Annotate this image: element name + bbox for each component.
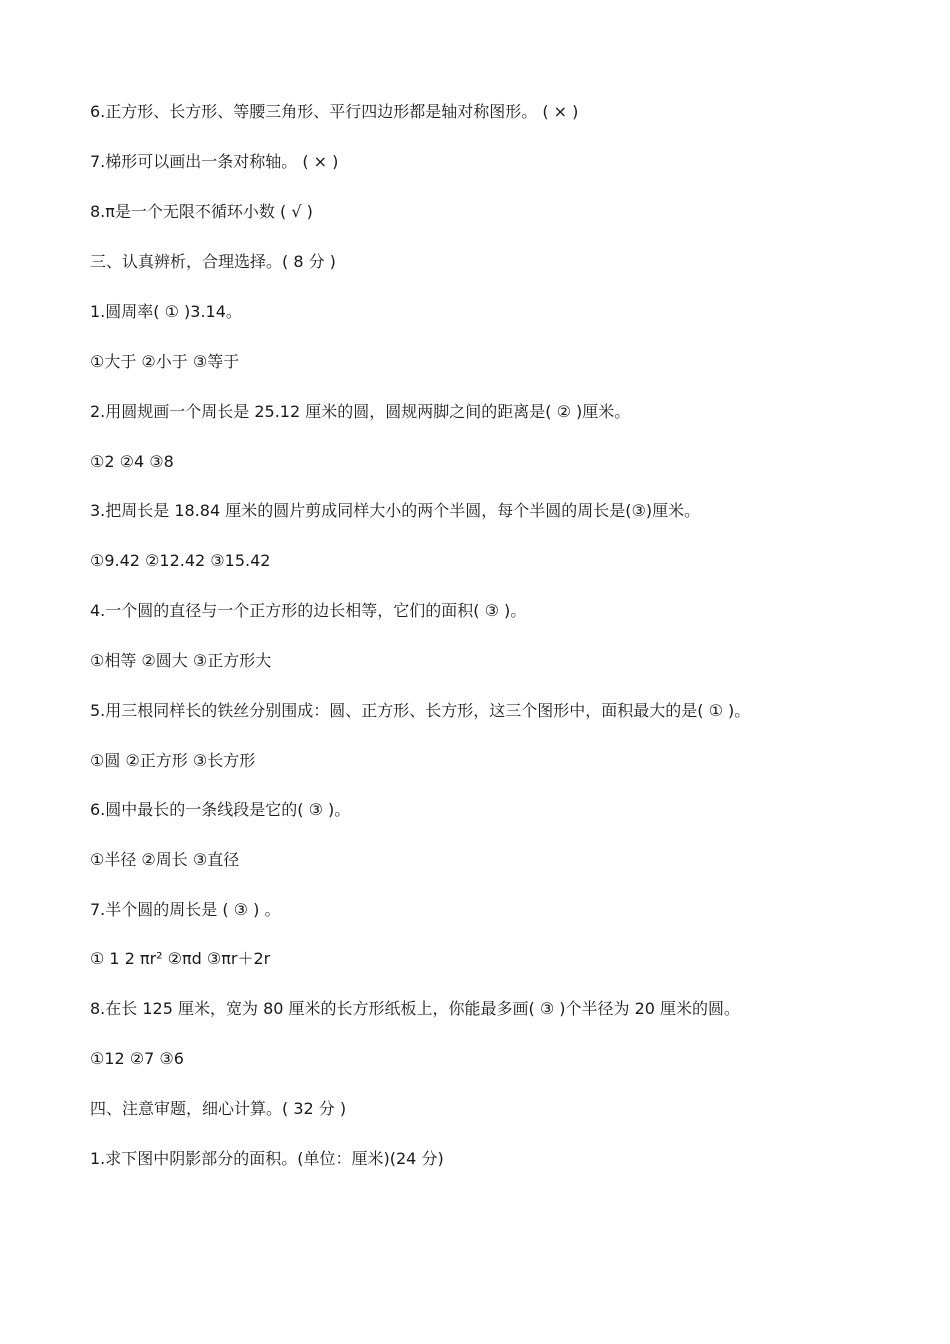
choice-question-3: 3.把周长是 18.84 厘米的圆片剪成同样大小的两个半圆，每个半圆的周长是(③)厘米。	[90, 501, 701, 520]
choice-options-7: ① 1 2 πr² ②πd ③πr＋2r	[90, 949, 271, 968]
judgment-item-7: 7.梯形可以画出一条对称轴。 ( × )	[90, 152, 339, 171]
choice-question-1: 1.圆周率( ① )3.14。	[90, 302, 242, 321]
choice-question-8: 8.在长 125 厘米，宽为 80 厘米的长方形纸板上，你能最多画( ③ )个半径为 20 厘米的圆。	[90, 999, 741, 1018]
choice-options-5: ①圆 ②正方形 ③长方形	[90, 751, 256, 770]
section-4-heading: 四、注意审题，细心计算。( 32 分 )	[90, 1099, 347, 1118]
choice-options-6: ①半径 ②周长 ③直径	[90, 850, 240, 869]
choice-question-4: 4.一个圆的直径与一个正方形的边长相等，它们的面积( ③ )。	[90, 601, 527, 620]
judgment-item-6: 6.正方形、长方形、等腰三角形、平行四边形都是轴对称图形。 ( × )	[90, 102, 579, 121]
choice-options-1: ①大于 ②小于 ③等于	[90, 352, 240, 371]
section-3-heading: 三、认真辨析，合理选择。( 8 分 )	[90, 252, 336, 271]
calc-question-1: 1.求下图中阴影部分的面积。(单位：厘米)(24 分)	[90, 1149, 444, 1168]
choice-question-6: 6.圆中最长的一条线段是它的( ③ )。	[90, 800, 351, 819]
choice-options-3: ①9.42 ②12.42 ③15.42	[90, 551, 271, 570]
choice-options-2: ①2 ②4 ③8	[90, 452, 174, 471]
choice-question-2: 2.用圆规画一个周长是 25.12 厘米的圆，圆规两脚之间的距离是( ② )厘米。	[90, 402, 631, 421]
choice-options-4: ①相等 ②圆大 ③正方形大	[90, 651, 272, 670]
choice-options-8: ①12 ②7 ③6	[90, 1049, 184, 1068]
judgment-item-8: 8.π是一个无限不循环小数 ( √ )	[90, 202, 313, 221]
choice-question-5: 5.用三根同样长的铁丝分别围成：圆、正方形、长方形，这三个图形中，面积最大的是( ① )。	[90, 701, 751, 720]
choice-question-7: 7.半个圆的周长是 ( ③ ) 。	[90, 900, 281, 919]
